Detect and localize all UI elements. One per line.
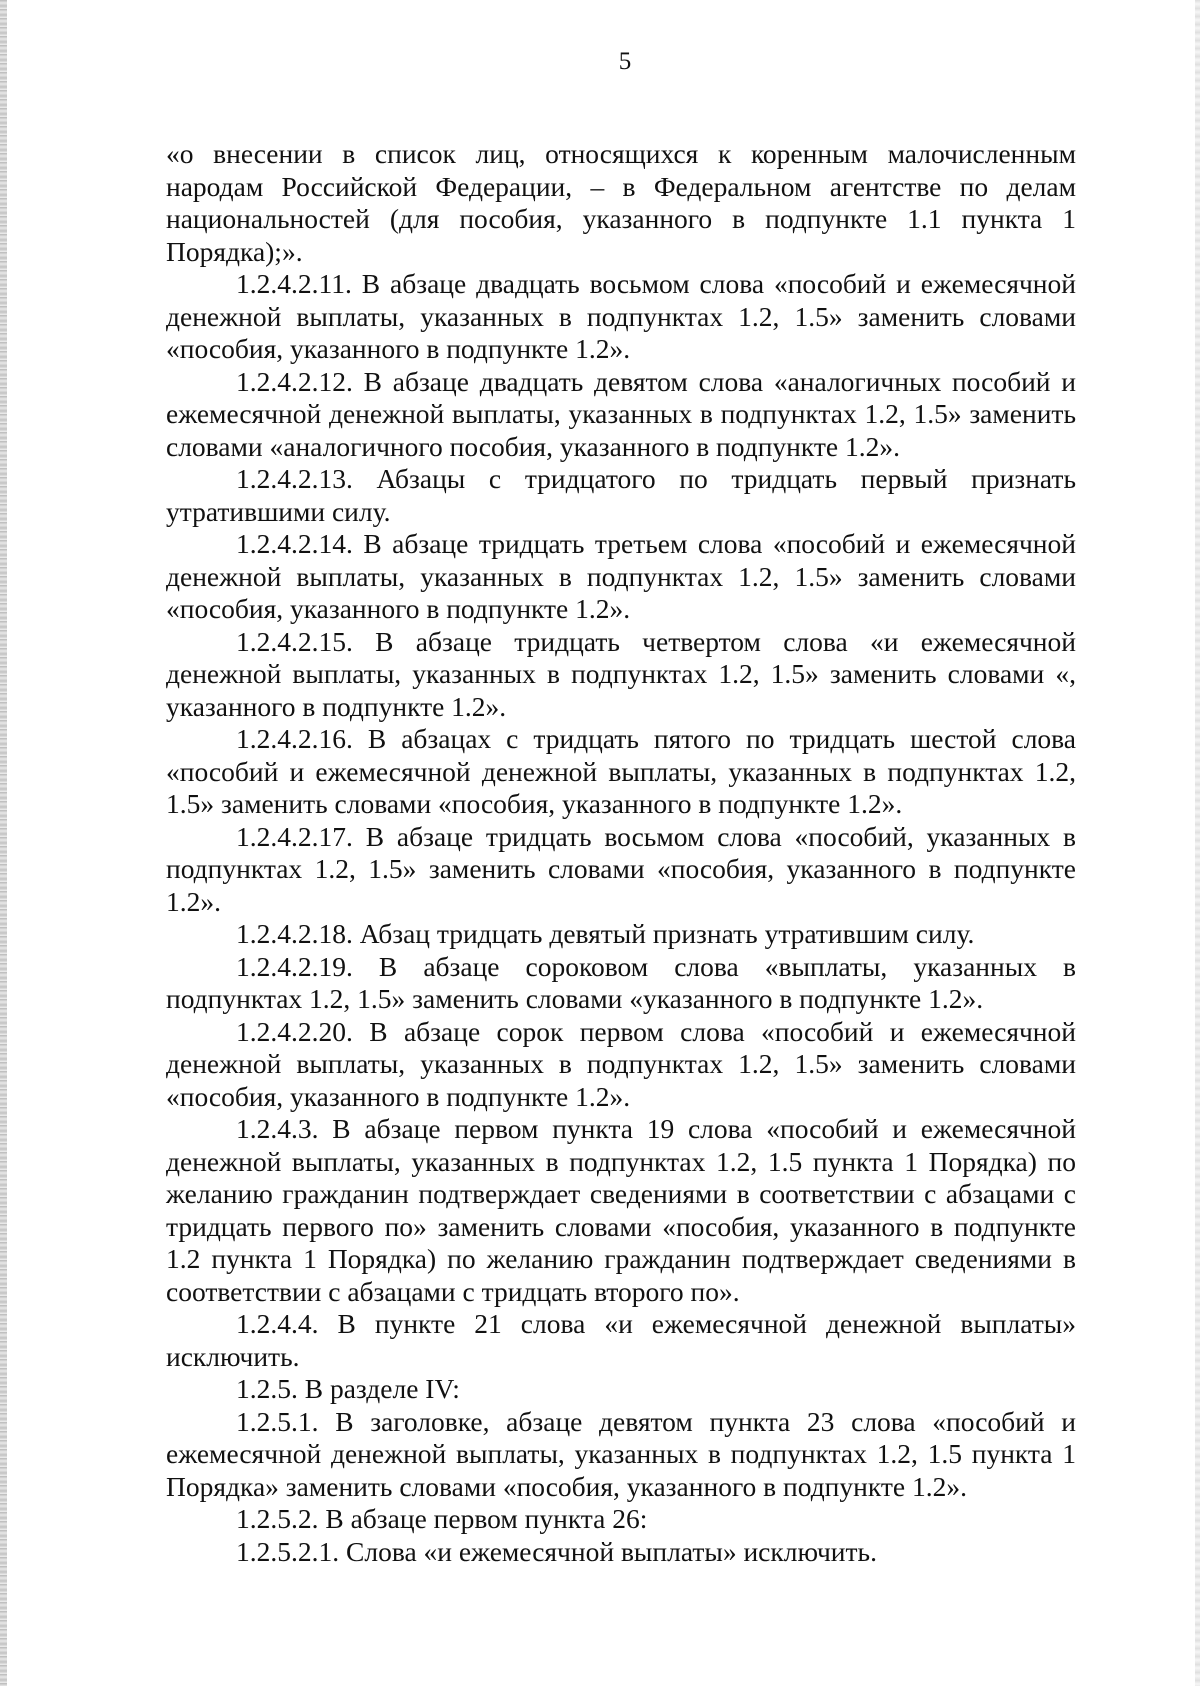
paragraph-1-2-4-2-20: 1.2.4.2.20. В абзаце сорок первом слова «пособий и ежемесячной денежной выплаты, указанных в подпунктах 1.2, 1.5» заменить словами «пособия, указанного в подпункте 1.2». xyxy=(166,1015,1076,1112)
paragraph-1-2-4-2-15: 1.2.4.2.15. В абзаце тридцать четвертом слова «и ежемесячной денежной выплаты, указанных в подпунктах 1.2, 1.5» заменить словами «, указанного в подпункте 1.2». xyxy=(166,625,1076,722)
paragraph-1-2-5-2-1: 1.2.5.2.1. Слова «и ежемесячной выплаты» исключить. xyxy=(236,1535,877,1567)
paragraph-1-2-4-2-14: 1.2.4.2.14. В абзаце тридцать третьем слова «пособий и ежемесячной денежной выплаты, указанных в подпунктах 1.2, 1.5» заменить словами «пособия, указанного в подпункте 1.2». xyxy=(166,528,1076,624)
scan-edge-left xyxy=(0,0,7,1686)
paragraph-1-2-4-2-12: 1.2.4.2.12. В абзаце двадцать девятом слова «аналогичных пособий и ежемесячной денежной выплаты, указанных в подпунктах 1.2, 1.5» заменить словами «аналогичного пособия, указанного в подпункте 1.2». xyxy=(166,365,1076,462)
paragraph-1-2-5: 1.2.5. В разделе IV: xyxy=(236,1373,460,1404)
paragraph-1-2-5-2: 1.2.5.2. В абзаце первом пункта 26: xyxy=(236,1503,648,1534)
paragraph-1-2-4-2-18: 1.2.4.2.18. Абзац тридцать девятый признать утратившим силу. xyxy=(236,918,975,949)
paragraph-1-2-4-4: 1.2.4.4. В пункте 21 слова «и ежемесячной денежной выплаты» исключить. xyxy=(166,1308,1076,1372)
scan-edge-right xyxy=(1195,0,1200,1686)
paragraph-1-2-4-2-11: 1.2.4.2.11. В абзаце двадцать восьмом слова «пособий и ежемесячной денежной выплаты, указанных в подпунктах 1.2, 1.5» заменить словами «пособия, указанного в подпункте 1.2». xyxy=(166,268,1076,364)
paragraph-1-2-4-2-16: 1.2.4.2.16. В абзацах с тридцать пятого по тридцать шестой слова «пособий и ежемесячной денежной выплаты, указанных в подпунктах 1.2, 1.5» заменить словами «пособия, указанного в подпункте 1.2». xyxy=(166,723,1076,819)
paragraph-1-2-5-1: 1.2.5.1. В заголовке, абзаце девятом пункта 23 слова «пособий и ежемесячной денежной выплаты, указанных в подпунктах 1.2, 1.5 пункта 1 Порядка» заменить словами «пособия, указанного в подпункте 1.2». xyxy=(166,1405,1076,1502)
paragraph-1-2-4-2-17: 1.2.4.2.17. В абзаце тридцать восьмом слова «пособий, указанных в подпунктах 1.2, 1.5» заменить словами «пособия, указанного в подпункте 1.2». xyxy=(166,820,1076,917)
paragraph-1-2-4-3: 1.2.4.3. В абзаце первом пункта 19 слова «пособий и ежемесячной денежной выплаты, указанных в подпунктах 1.2, 1.5 пункта 1 Порядка) по желанию гражданин подтверждает сведениями в соответствии с абзацами с тридцать первого по» заменить словами «пособия, указанного в подпункте 1.2 пункта 1 Порядка) по желанию гражданин подтверждает сведениями в соответствии с абзацами с тридцать второго по». xyxy=(166,1113,1076,1307)
document-body xyxy=(166,138,1076,1568)
paragraph-1-2-4-2-19: 1.2.4.2.19. В абзаце сороковом слова «выплаты, указанных в подпунктах 1.2, 1.5» заменить словами «указанного в подпункте 1.2». xyxy=(166,950,1076,1014)
page-number: 5 xyxy=(618,48,632,75)
paragraph-continuation: «о внесении в список лиц, относящихся к коренным малочисленным народам Российской Федерации, – в Федеральном агентстве по делам национальностей (для пособия, указанного в подпункте 1.1 пункта 1 Порядка);». xyxy=(166,138,1076,267)
paragraph-1-2-4-2-13: 1.2.4.2.13. Абзацы с тридцатого по тридцать первый признать утратившими силу. xyxy=(166,463,1076,527)
